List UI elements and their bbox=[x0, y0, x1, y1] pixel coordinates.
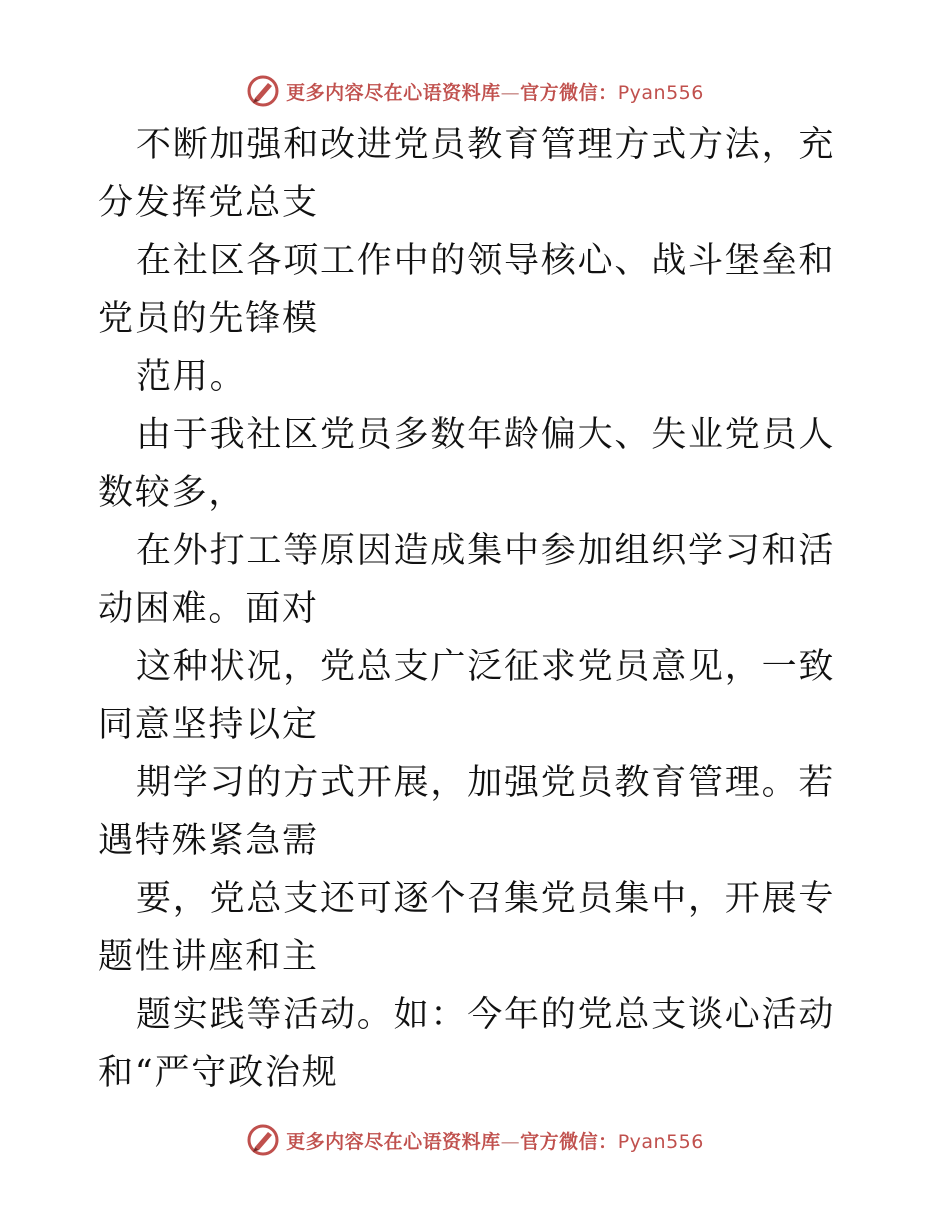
footer-watermark bbox=[0, 1120, 950, 1160]
header-watermark bbox=[0, 71, 950, 111]
pen-logo-icon bbox=[246, 1123, 280, 1157]
paragraph-5: 在外打工等原因造成集中参加组织学习和活动困难。面对 bbox=[98, 531, 836, 629]
watermark-wechat-label: 官方微信： bbox=[520, 1130, 618, 1153]
watermark-text bbox=[286, 1127, 704, 1154]
paragraph-2: 在社区各项工作中的领导核心、战斗堡垒和党员的先锋模 bbox=[98, 241, 836, 339]
paragraph-7: 期学习的方式开展，加强党员教育管理。若遇特殊紧急需 bbox=[98, 763, 836, 861]
pen-logo-icon bbox=[246, 74, 280, 108]
watermark-dash: — bbox=[500, 1130, 521, 1153]
paragraph-4: 由于我社区党员多数年龄偏大、失业党员人数较多， bbox=[98, 415, 836, 513]
watermark-wechat-label: 官方微信： bbox=[520, 81, 618, 104]
paragraph-1: 不断加强和改进党员教育管理方式方法，充分发挥党总支 bbox=[98, 125, 836, 223]
paragraph-6: 这种状况，党总支广泛征求党员意见，一致同意坚持以定 bbox=[98, 647, 836, 745]
paragraph-9: 题实践等活动。如：今年的党总支谈心活动和“严守政治规 bbox=[98, 995, 836, 1093]
document-body bbox=[98, 116, 858, 1102]
watermark-wechat-id: Pyan556 bbox=[617, 1130, 704, 1153]
watermark-site-text: 更多内容尽在心语资料库 bbox=[286, 81, 501, 104]
paragraph-3: 范用。 bbox=[136, 357, 247, 397]
watermark-site-text: 更多内容尽在心语资料库 bbox=[286, 1130, 501, 1153]
paragraph-8: 要，党总支还可逐个召集党员集中，开展专题性讲座和主 bbox=[98, 879, 836, 977]
watermark-wechat-id: Pyan556 bbox=[617, 81, 704, 104]
watermark-dash: — bbox=[500, 81, 521, 104]
watermark-text bbox=[286, 78, 704, 105]
